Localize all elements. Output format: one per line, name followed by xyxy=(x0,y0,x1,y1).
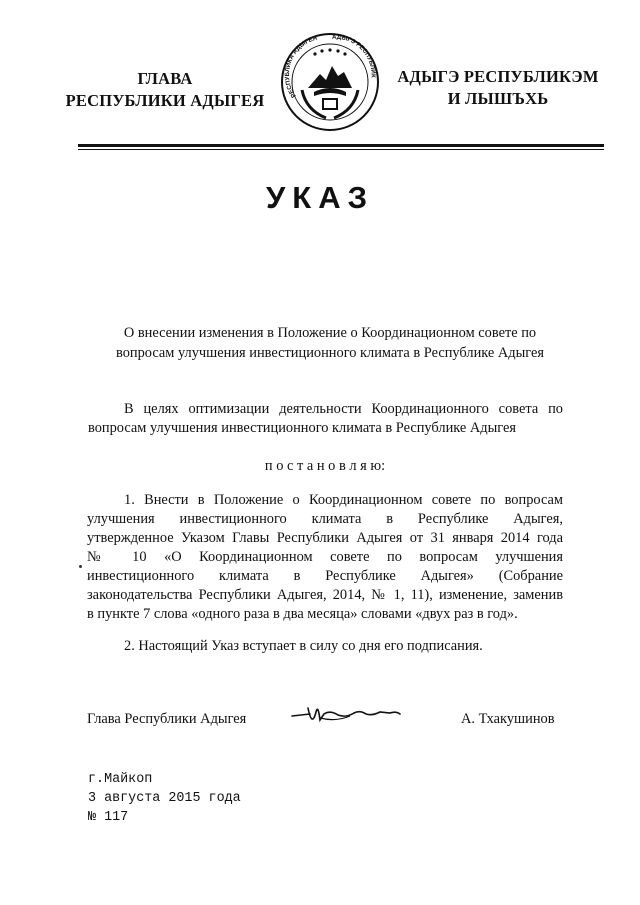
handwritten-signature-icon xyxy=(290,700,402,730)
issuer-adyghe-line-1: АДЫГЭ РЕСПУБЛИКЭМ xyxy=(397,67,599,86)
emblem-ring-text-left: РЕСПУБЛИКА АДЫГЕЯ xyxy=(283,34,318,99)
issuer-adyghe-line-2: И ЛЫШЪХЬ xyxy=(447,89,549,108)
republic-coat-of-arms-icon xyxy=(280,32,380,132)
margin-mark xyxy=(79,565,82,568)
document-title: УКАЗ xyxy=(265,180,374,215)
emblem-ring-text-right: АДЫГЭ РЕСПУБЛИК xyxy=(331,33,377,78)
preamble-line-1: В целях оптимизации деятельности Координационного совета по xyxy=(124,401,563,417)
header-divider-thick xyxy=(78,144,604,147)
issue-city: г.Майкоп xyxy=(88,772,153,787)
point1-line-3: утвержденное Указом Главы Республики Адыгея от 31 января 2014 года xyxy=(87,530,563,546)
point2-text: 2. Настоящий Указ вступает в силу со дня его подписания. xyxy=(124,638,483,654)
decree-number: № 117 xyxy=(88,810,129,825)
signatory-name: А. Тхакушинов xyxy=(461,711,555,727)
point1-line-4: № 10 «О Координационном совете по вопросам улучшения xyxy=(87,549,563,565)
issuer-line-1: ГЛАВА xyxy=(137,69,193,88)
point1-line-5: инвестиционного климата в Республике Адыгея» (Собрание xyxy=(87,568,563,584)
point1-line-6: законодательства Республики Адыгея, 2014, № 1, 11), изменение, заменив xyxy=(87,587,563,603)
subject-line-2: вопросам улучшения инвестиционного климата в Республике Адыгея xyxy=(116,345,544,361)
point1-line-7: в пункте 7 слова «одного раза в два месяца» словами «двух раз в год». xyxy=(87,606,518,622)
preamble-line-2: вопросам улучшения инвестиционного климата в Республике Адыгея xyxy=(88,420,516,436)
subject-line-1: О внесении изменения в Положение о Координационном совете по xyxy=(123,325,537,341)
point1-line-1: 1. Внести в Положение о Координационном совете по вопросам xyxy=(124,492,563,508)
signatory-role: Глава Республики Адыгея xyxy=(87,711,247,727)
issuer-line-2: РЕСПУБЛИКИ АДЫГЕЯ xyxy=(65,91,265,110)
issuer-title-adyghe xyxy=(392,66,604,110)
point1-line-2: улучшения инвестиционного климата в Республике Адыгея, xyxy=(87,511,563,527)
issue-date: 3 августа 2015 года xyxy=(88,791,241,806)
header-divider-thin xyxy=(78,149,604,150)
decree-word: п о с т а н о в л я ю: xyxy=(264,458,386,474)
issuer-title-russian xyxy=(40,68,290,112)
